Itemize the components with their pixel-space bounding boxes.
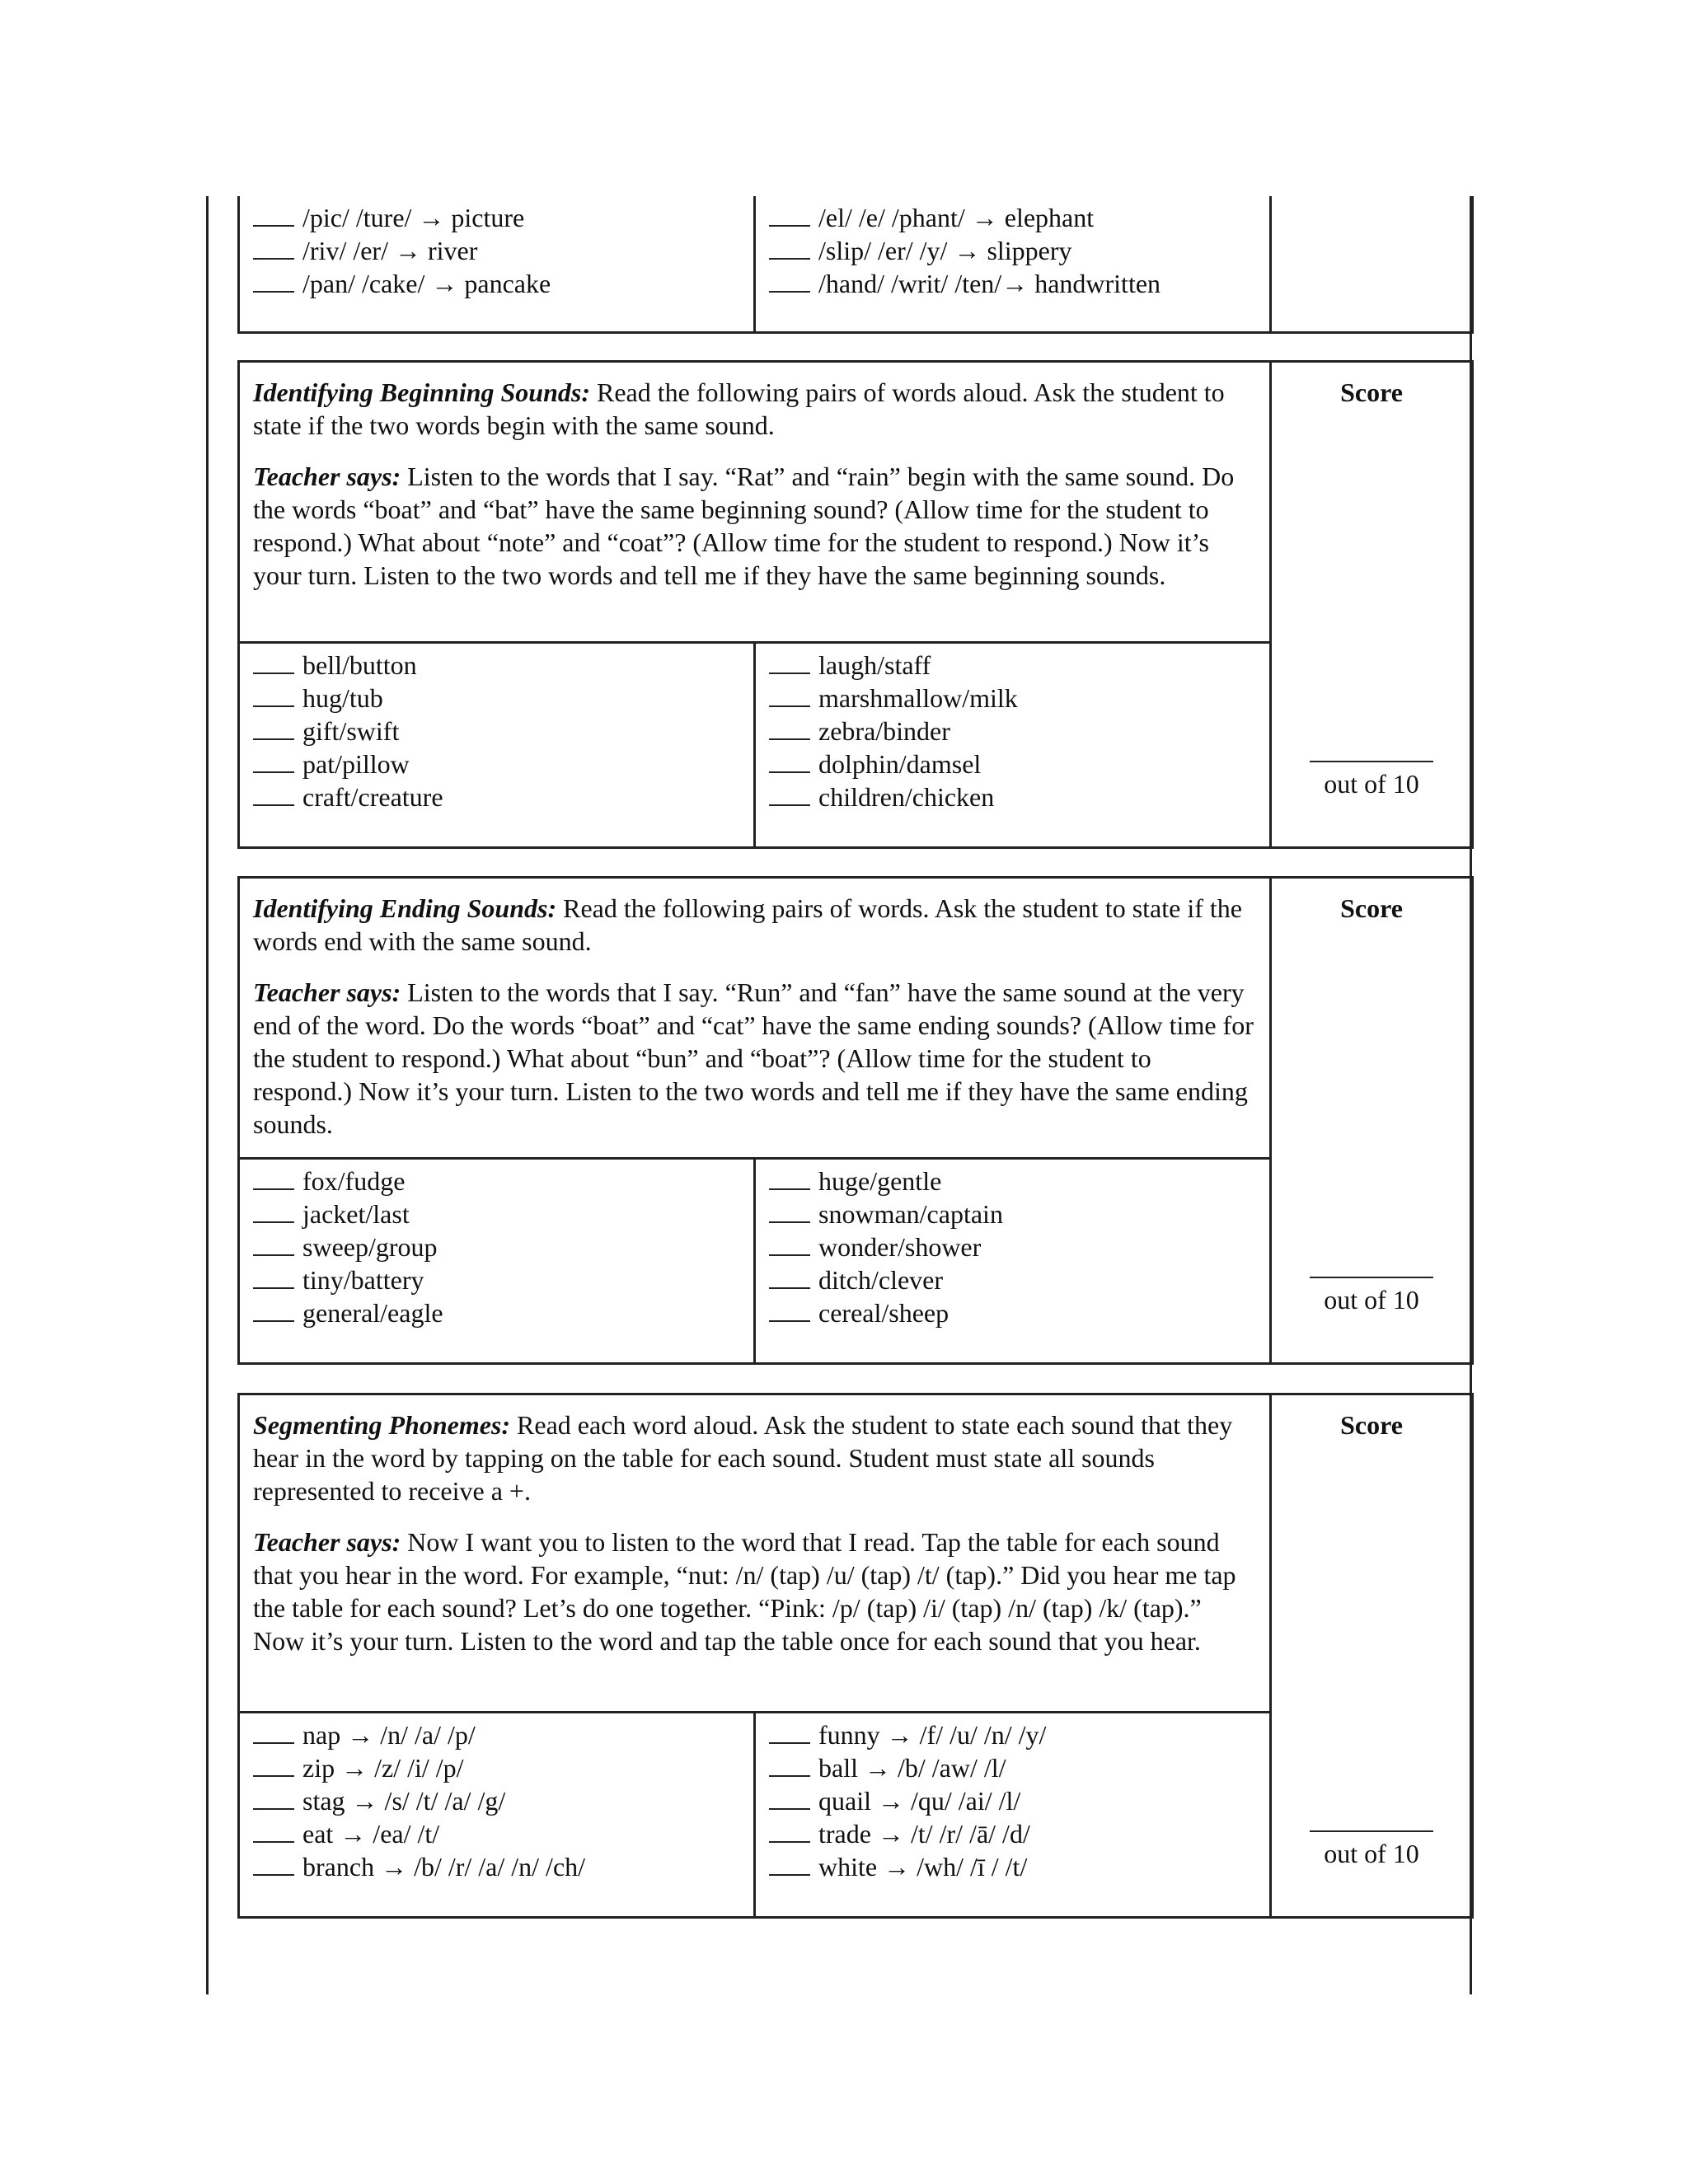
list-item: ditch/clever xyxy=(769,1263,1256,1296)
list-item: branch → /b/ /r/ /a/ /n/ /ch/ xyxy=(253,1850,740,1883)
answer-blank[interactable] xyxy=(769,1721,810,1744)
answer-blank[interactable] xyxy=(253,651,294,674)
list-item: hug/tub xyxy=(253,682,740,715)
answer-blank[interactable] xyxy=(253,717,294,740)
score-total: out of 10 xyxy=(1324,1285,1419,1315)
list-item: quail → /qu/ /ai/ /l/ xyxy=(769,1784,1256,1817)
segmenting-instructions xyxy=(239,1394,1271,1713)
answer-blank[interactable] xyxy=(769,1266,810,1289)
beginning-left-cell xyxy=(239,643,755,848)
list-item: zebra/binder xyxy=(769,715,1256,748)
list-item: huge/gentle xyxy=(769,1165,1256,1197)
answer-blank[interactable] xyxy=(253,1200,294,1223)
segmenting-score-cell xyxy=(1271,1394,1473,1918)
list-item: snowman/captain xyxy=(769,1197,1256,1230)
answer-blank[interactable] xyxy=(769,237,810,260)
ending-score-cell xyxy=(1271,878,1473,1364)
answer-blank[interactable] xyxy=(769,1167,810,1190)
segmenting-left-list xyxy=(253,1717,740,1883)
score-label: Score xyxy=(1340,893,1403,923)
answer-blank[interactable] xyxy=(253,1787,294,1810)
list-item: eat → /ea/ /t/ xyxy=(253,1817,740,1850)
score-total: out of 10 xyxy=(1324,1839,1419,1868)
answer-blank[interactable] xyxy=(769,269,810,293)
answer-blank[interactable] xyxy=(253,1167,294,1190)
list-item: sweep/group xyxy=(253,1230,740,1263)
answer-blank[interactable] xyxy=(769,651,810,674)
answer-blank[interactable] xyxy=(769,684,810,707)
ending-left-cell xyxy=(239,1159,755,1364)
list-item: tiny/battery xyxy=(253,1263,740,1296)
ending-right-list xyxy=(769,1163,1256,1329)
segmenting-section xyxy=(237,1393,1474,1919)
list-item: wonder/shower xyxy=(769,1230,1256,1263)
instruction-paragraph: Identifying Beginning Sounds: Read the following pairs of words aloud. Ask the student to state if the two words begin with the same sound. xyxy=(253,377,1225,440)
list-item: nap → /n/ /a/ /p/ xyxy=(253,1718,740,1751)
answer-blank[interactable] xyxy=(253,1299,294,1322)
page-border-left xyxy=(206,196,209,1994)
top-section xyxy=(237,196,1474,334)
top-left-cell xyxy=(239,196,755,332)
list-item: bell/button xyxy=(253,649,740,682)
list-item: general/eagle xyxy=(253,1296,740,1329)
score-area xyxy=(1272,761,1471,800)
list-item: zip → /z/ /i/ /p/ xyxy=(253,1751,740,1784)
beginning-right-cell xyxy=(755,643,1271,848)
score-total: out of 10 xyxy=(1324,769,1419,799)
list-item: jacket/last xyxy=(253,1197,740,1230)
list-item: stag → /s/ /t/ /a/ /g/ xyxy=(253,1784,740,1817)
score-blank[interactable] xyxy=(1310,761,1433,762)
answer-blank[interactable] xyxy=(253,783,294,806)
score-blank[interactable] xyxy=(1310,1277,1433,1278)
list-item: cereal/sheep xyxy=(769,1296,1256,1329)
list-item: /slip/ /er/ /y/ → slippery xyxy=(769,234,1256,267)
ending-instructions xyxy=(239,878,1271,1159)
list-item: fox/fudge xyxy=(253,1165,740,1197)
answer-blank[interactable] xyxy=(253,237,294,260)
beginning-score-cell xyxy=(1271,362,1473,848)
list-item: white → /wh/ /ī / /t/ xyxy=(769,1850,1256,1883)
answer-blank[interactable] xyxy=(253,1721,294,1744)
answer-blank[interactable] xyxy=(253,684,294,707)
list-item: dolphin/damsel xyxy=(769,748,1256,780)
list-item: gift/swift xyxy=(253,715,740,748)
list-item: /pan/ /cake/ → pancake xyxy=(253,267,740,300)
ending-sounds-section xyxy=(237,876,1474,1365)
answer-blank[interactable] xyxy=(769,204,810,227)
list-item: children/chicken xyxy=(769,780,1256,813)
score-label: Score xyxy=(1340,377,1403,407)
ending-left-list xyxy=(253,1163,740,1329)
score-area xyxy=(1272,1830,1471,1870)
answer-blank[interactable] xyxy=(253,1853,294,1876)
teacher-paragraph: Teacher says: Listen to the words that I say. “Run” and “fan” have the same sound at the very end of the word. Do the words “boat” and “cat” have the same ending sounds? (Allow time for the student to respond.) What about “bun” and “boat”? (Allow time for the student to respond.) Now it’s your turn. Listen to the two words and tell me if they have the same ending sounds. xyxy=(253,977,1254,1139)
list-item: ball → /b/ /aw/ /l/ xyxy=(769,1751,1256,1784)
answer-blank[interactable] xyxy=(253,1754,294,1777)
list-item: /hand/ /writ/ /ten/→ handwritten xyxy=(769,267,1256,300)
answer-blank[interactable] xyxy=(769,1299,810,1322)
instruction-paragraph: Segmenting Phonemes: Read each word aloud. Ask the student to state each sound that they hear in the word by tapping on the table for each sound. Student must state all sounds represented to receive a +. xyxy=(253,1410,1233,1506)
answer-blank[interactable] xyxy=(769,1853,810,1876)
list-item: trade → /t/ /r/ /ā/ /d/ xyxy=(769,1817,1256,1850)
beginning-instructions xyxy=(239,362,1271,643)
answer-blank[interactable] xyxy=(253,1266,294,1289)
list-item: /pic/ /ture/ → picture xyxy=(253,201,740,234)
list-item: marshmallow/milk xyxy=(769,682,1256,715)
answer-blank[interactable] xyxy=(769,717,810,740)
list-item: funny → /f/ /u/ /n/ /y/ xyxy=(769,1718,1256,1751)
answer-blank[interactable] xyxy=(769,1787,810,1810)
answer-blank[interactable] xyxy=(769,783,810,806)
score-area xyxy=(1272,1277,1471,1316)
instruction-paragraph: Identifying Ending Sounds: Read the following pairs of words. Ask the student to state if the words end with the same sound. xyxy=(253,893,1242,956)
score-label: Score xyxy=(1340,1410,1403,1440)
top-right-list xyxy=(769,199,1256,300)
answer-blank[interactable] xyxy=(769,1754,810,1777)
list-item: /el/ /e/ /phant/ → elephant xyxy=(769,201,1256,234)
answer-blank[interactable] xyxy=(253,750,294,773)
top-left-list xyxy=(253,199,740,300)
beginning-left-list xyxy=(253,647,740,813)
score-blank[interactable] xyxy=(1310,1830,1433,1832)
list-item: /riv/ /er/ → river xyxy=(253,234,740,267)
answer-blank[interactable] xyxy=(253,204,294,227)
list-item: laugh/staff xyxy=(769,649,1256,682)
segmenting-right-cell xyxy=(755,1713,1271,1918)
answer-blank[interactable] xyxy=(769,1233,810,1256)
ending-right-cell xyxy=(755,1159,1271,1364)
answer-blank[interactable] xyxy=(253,269,294,293)
answer-blank[interactable] xyxy=(769,1820,810,1843)
beginning-right-list xyxy=(769,647,1256,813)
answer-blank[interactable] xyxy=(769,1200,810,1223)
beginning-sounds-section xyxy=(237,360,1474,849)
top-score-cell xyxy=(1271,196,1473,332)
list-item: pat/pillow xyxy=(253,748,740,780)
segmenting-right-list xyxy=(769,1717,1256,1883)
teacher-paragraph: Teacher says: Now I want you to listen to the word that I read. Tap the table for each sound that you hear in the word. For example, “nut: /n/ (tap) /u/ (tap) /t/ (tap).” Did you hear me tap the table for each sound? Let’s do one together. “Pink: /p/ (tap) /i/ (tap) /n/ (tap) /k/ (tap).” Now it’s your turn. Listen to the word and tap the table once for each sound that you hear. xyxy=(253,1527,1236,1656)
answer-blank[interactable] xyxy=(769,750,810,773)
answer-blank[interactable] xyxy=(253,1820,294,1843)
list-item: craft/creature xyxy=(253,780,740,813)
segmenting-left-cell xyxy=(239,1713,755,1918)
teacher-paragraph: Teacher says: Listen to the words that I say. “Rat” and “rain” begin with the same sound. Do the words “boat” and “bat” have the same beginning sound? (Allow time for the student to respond.) What about “note” and “coat”? (Allow time for the student to respond.) Now it’s your turn. Listen to the two words and tell me if they have the same beginning sounds. xyxy=(253,462,1235,590)
top-right-cell xyxy=(755,196,1271,332)
answer-blank[interactable] xyxy=(253,1233,294,1256)
